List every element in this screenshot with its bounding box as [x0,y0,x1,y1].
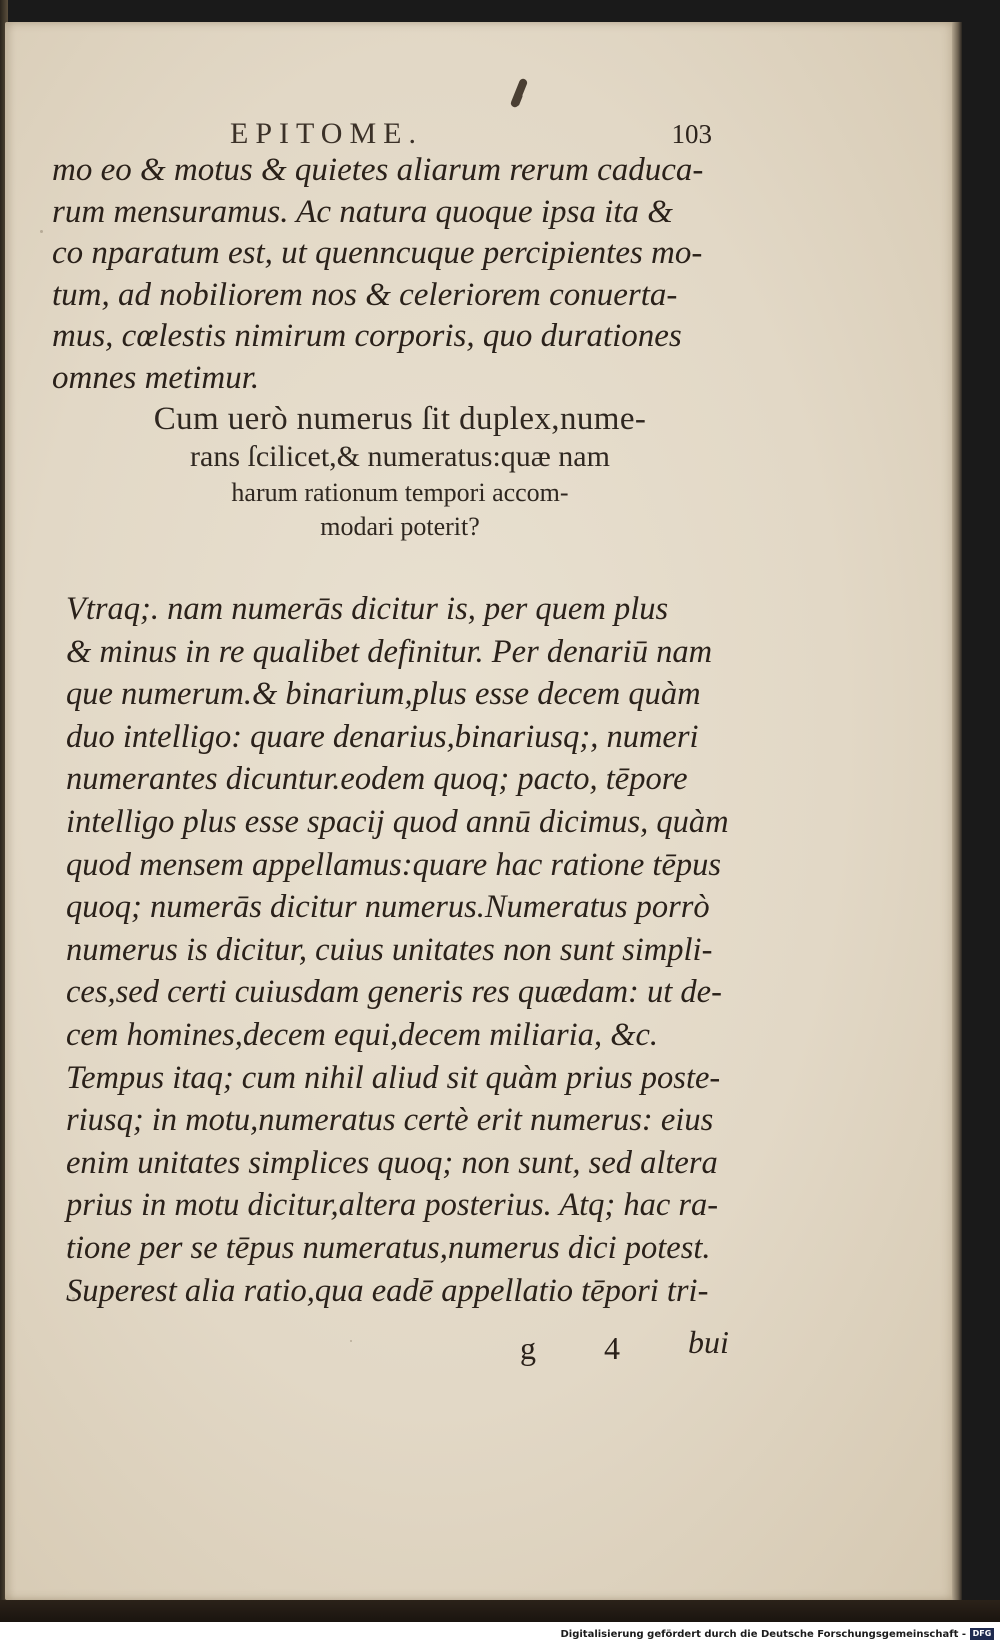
question-line: modari poterit? [320,512,480,541]
text-line: Tempus itaq; cum nihil aliud sit quàm prius poste- [66,1059,721,1096]
question-line: rans ſcilicet,& numeratus:quæ nam [190,440,610,473]
text-line: que numerum.& binarium,plus esse decem quàm [66,676,701,713]
question-line: harum rationum tempori accom- [231,478,569,507]
text-line: cem homines,decem equi,decem miliaria, &c. [66,1016,659,1053]
signature-mark: g 4 [520,1330,650,1366]
text-line: numerus is dicitur, cuius unitates non sunt simpli- [66,931,713,968]
question-heading [80,400,720,544]
text-line: quod mensem appellamus:quare hac ratione tēpus [66,846,722,883]
text-line: numerantes dicuntur.eodem quoq; pacto, tēpore [66,761,688,798]
paper-speck [40,230,43,233]
text-line: mo eo & motus & quietes aliarum rerum caduca- [52,152,704,188]
page-number: 103 [671,119,712,149]
text-line: rum mensuramus. Ac natura quoque ipsa ita & [52,193,673,230]
text-line: quoq; numerās dicitur numerus.Numeratus porrò [66,889,710,926]
footer-credit: Digitalisierung gefördert durch die Deutsche Forschungsgemeinschaft - [560,1629,966,1640]
dfg-logo-icon: DFG [970,1628,994,1640]
text-line: Vtraq;. nam numerās dicitur is, per quem plus [66,591,669,627]
page-bottom-edge [0,1600,1000,1622]
catchword: bui [688,1324,729,1360]
text-line: & minus in re qualibet definitur. Per denariū nam [66,633,713,670]
text-line: tum, ad nobiliorem nos & celeriorem conuerta- [52,276,678,313]
text-line: enim unitates simplices quoq; non sunt, sed altera [66,1144,718,1181]
text-line: prius in motu dicitur,altera posterius. Atq; hac ra- [66,1187,719,1224]
running-title: EPITOME. [230,117,423,150]
text-line: co nparatum est, ut quenncuque percipientes mo- [52,235,703,272]
page-right-edge [952,22,962,1600]
text-line: omnes metimur. [52,359,260,396]
question-line: Cum uerò numerus ſit duplex,nume- [153,401,647,437]
text-line: Superest alia ratio,qua eadē appellatio tēpori tri- [66,1272,709,1309]
paper-speck [350,1340,352,1342]
text-line: tione per se tēpus numeratus,numerus dici potest. [66,1229,711,1266]
paragraph-1 [52,150,712,400]
paragraph-2 [66,588,729,1312]
text-line: intelligo plus esse spacij quod annū dicimus, quàm [66,803,729,840]
text-line: duo intelligo: quare denarius,binariusq;, numeri [66,718,699,755]
text-line: ces,sed certi cuiusdam generis res quædam: ut de- [66,974,722,1011]
text-line: riusq; in motu,numeratus certè erit numerus: eius [66,1102,714,1139]
text-line: mus, cœlestis nimirum corporis, quo durationes [52,318,682,355]
